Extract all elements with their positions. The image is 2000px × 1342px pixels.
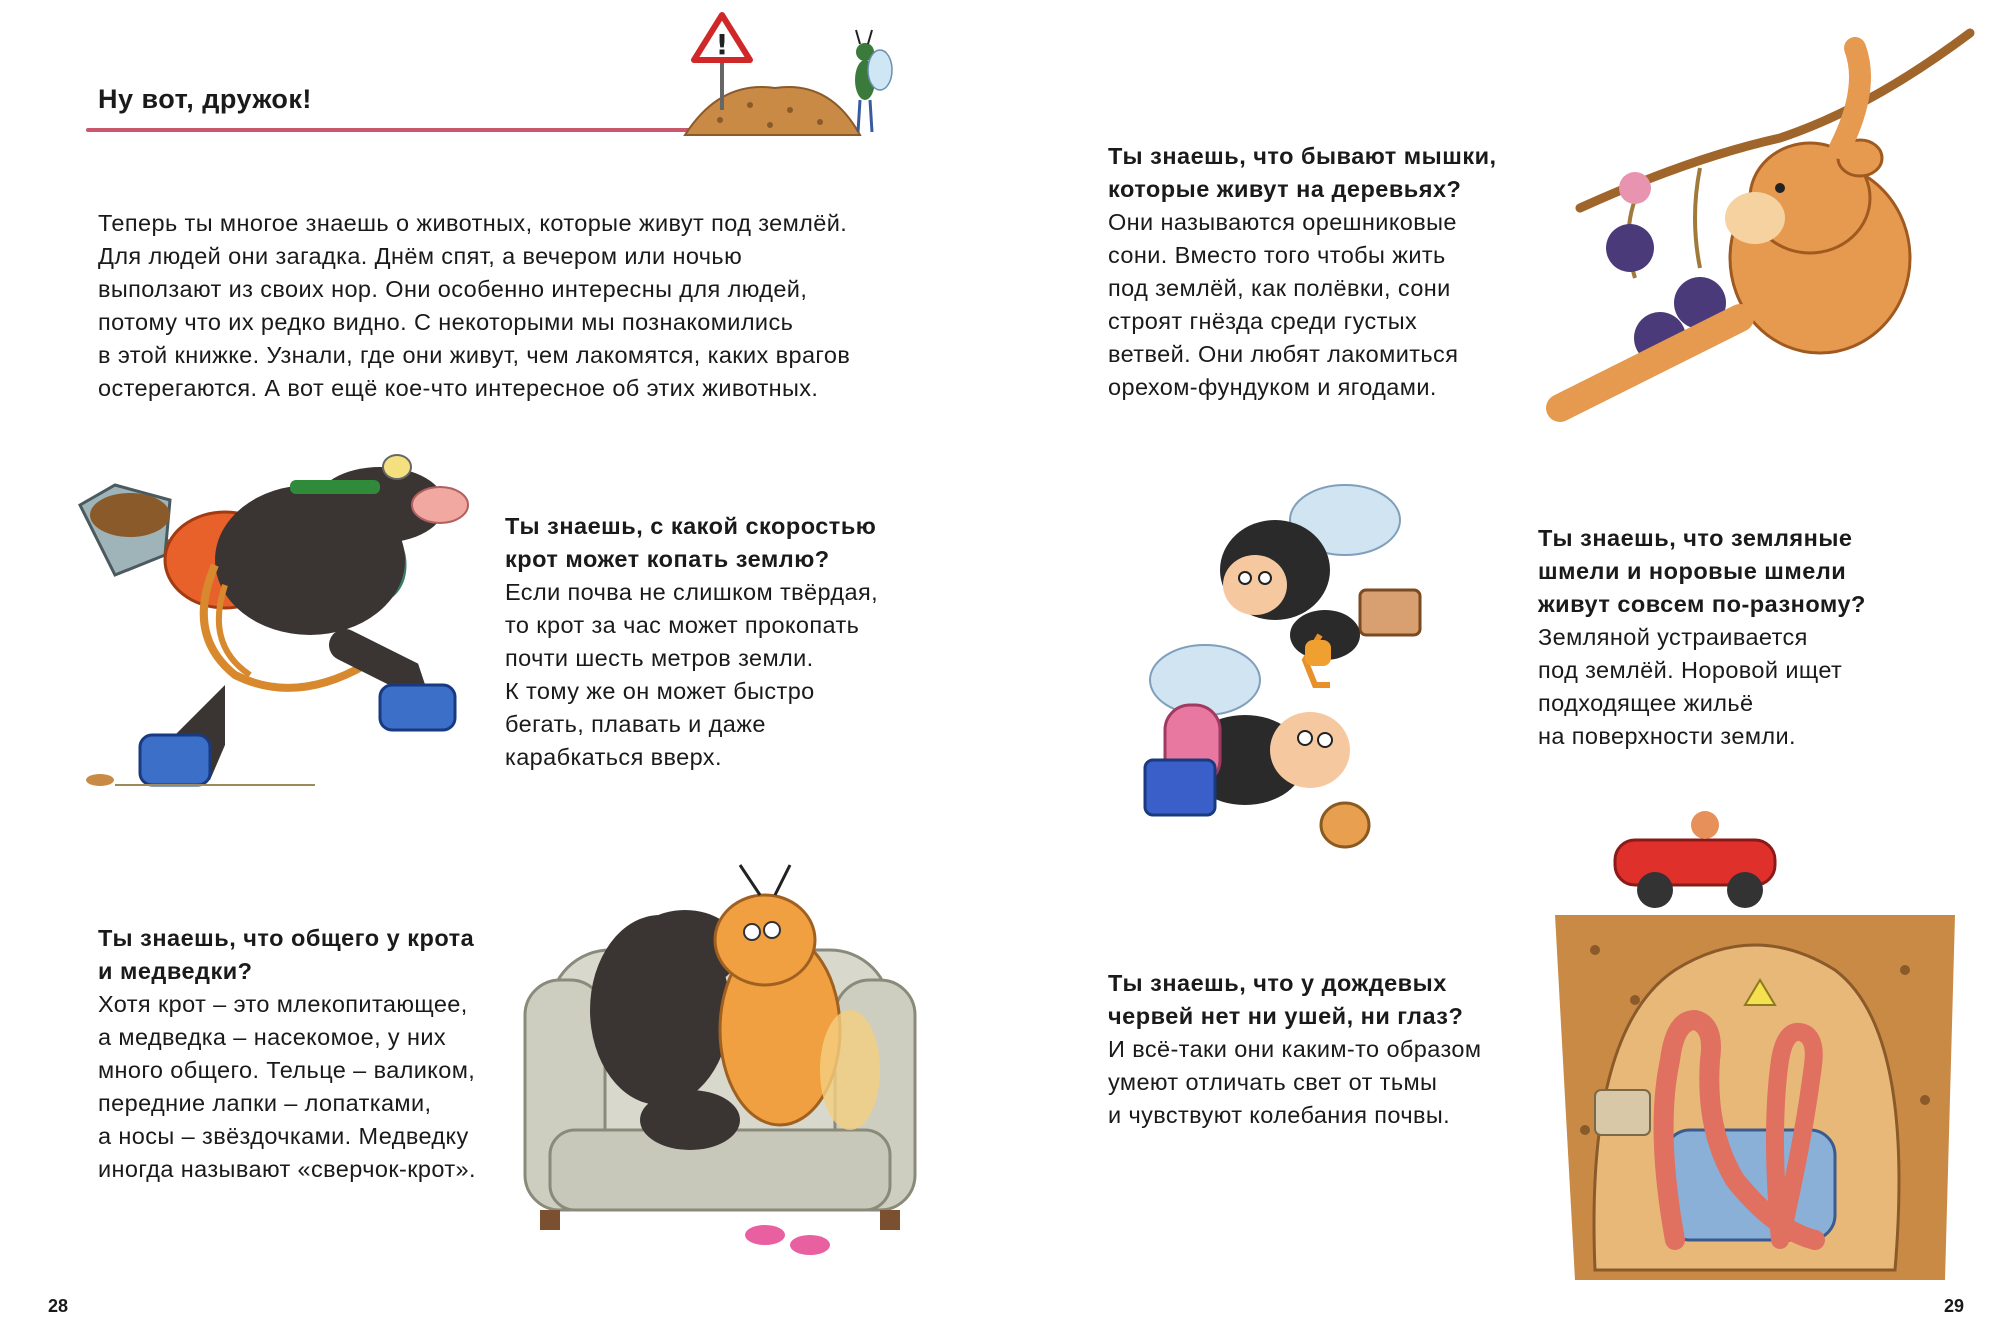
worms-in-burrow-illustration bbox=[1555, 800, 1955, 1290]
cricket-answer: Хотя крот – это млекопитающее, а медведка – насекомое, у них много общего. Тельце – валиком, передние лапки – лопатками, а носы – звёздочками. Медведку иногда называют «сверчок-крот». bbox=[98, 991, 476, 1182]
page-title: Ну вот, дружок! bbox=[98, 84, 312, 114]
page-number-left: 28 bbox=[48, 1296, 69, 1316]
warning-sign-mound-illustration bbox=[680, 10, 910, 140]
svg-text:!: ! bbox=[715, 28, 729, 61]
mouse-question: Ты знаешь, что бывают мышки, которые живут на деревьях? bbox=[1108, 143, 1497, 202]
bumblebee-answer: Земляной устраивается под землёй. Норовой ищет подходящее жильё на поверхности земли. bbox=[1538, 624, 1843, 749]
mole-and-cricket-armchair-illustration bbox=[510, 860, 930, 1260]
bumblebees-illustration bbox=[1145, 460, 1495, 860]
mole-question: Ты знаешь, с какой скоростью крот может копать землю? bbox=[505, 513, 877, 572]
intro-paragraph: Теперь ты многое знаешь о животных, которые живут под землёй. Для людей они загадка. Днём спят, а вечером или ночью выползают из своих нор. Они особенно интересны для людей, потому что их редко видно. С некоторыми мы познакомились в этой книжке. Узнали, где они живут, чем лакомятся, каких врагов остерегаются. А вот ещё кое-что интересное об этих животных. bbox=[98, 210, 851, 401]
dormouse-on-branch-illustration bbox=[1540, 28, 1980, 418]
page-number-right: 29 bbox=[1944, 1296, 1965, 1316]
cricket-question: Ты знаешь, что общего у крота и медведки? bbox=[98, 925, 475, 984]
mouse-answer: Они называются орешниковые сони. Вместо того чтобы жить под землёй, как полёвки, сони строят гнёзда среди густых ветвей. Они любят лакомиться орехом-фундуком и ягодами. bbox=[1108, 209, 1459, 400]
worm-question: Ты знаешь, что у дождевых червей нет ни ушей, ни глаз? bbox=[1108, 970, 1464, 1029]
bumblebee-question: Ты знаешь, что земляные шмели и норовые шмели живут совсем по-разному? bbox=[1538, 525, 1866, 617]
worm-answer: И всё-таки они каким-то образом умеют отличать свет от тьмы и чувствуют колебания почвы. bbox=[1108, 1036, 1482, 1128]
mole-answer: Если почва не слишком твёрдая, то крот за час может прокопать почти шесть метров земли. К тому же он может быстро бегать, плавать и даже карабкаться вверх. bbox=[505, 579, 879, 770]
mole-with-shovel-illustration bbox=[75, 445, 485, 795]
